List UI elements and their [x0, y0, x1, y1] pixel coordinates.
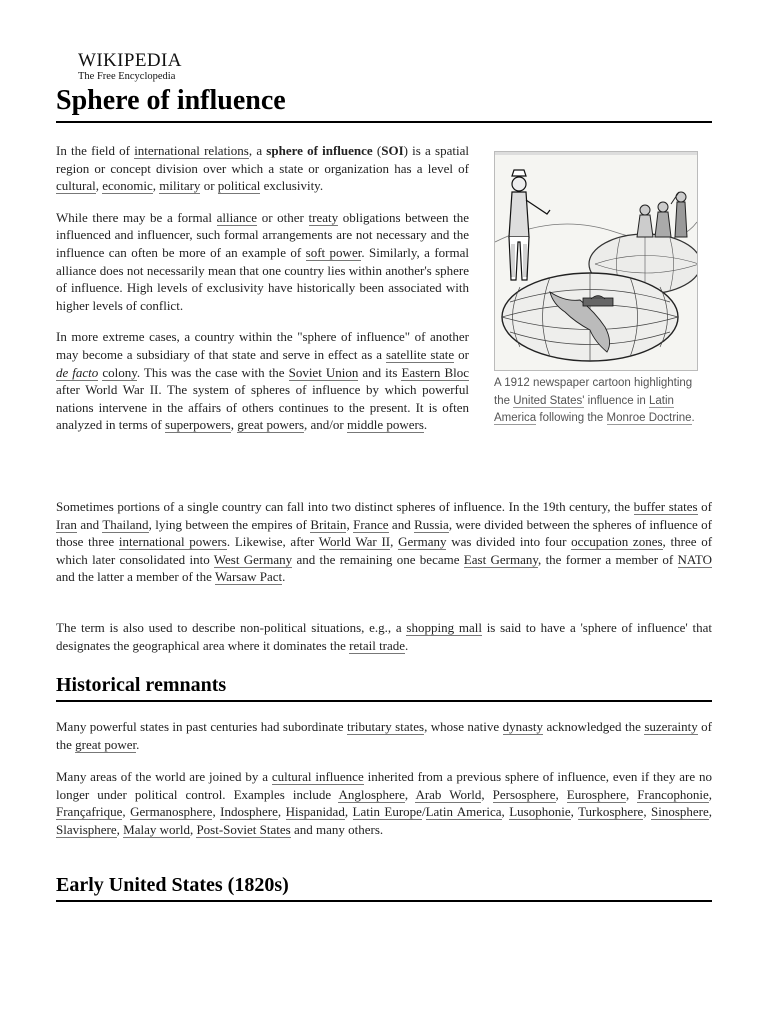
text-run: / [421, 804, 426, 820]
article-link[interactable]: Britain [310, 516, 347, 532]
text-run: or [200, 178, 218, 194]
text-run: , [481, 786, 493, 802]
text-run: . [282, 569, 286, 585]
text-run: Many powerful states in past centuries had subordinate [56, 719, 347, 734]
text-run: , a [248, 143, 267, 158]
infobox-figure [494, 151, 714, 428]
article-link[interactable]: buffer states [633, 499, 698, 514]
text-run: In more extreme cases, a country within the "sphere of influence" of another may become a subsidiary of that state and serve in effect as a [56, 329, 469, 362]
text-run: , [390, 534, 399, 550]
page-title: Sphere of influence [56, 84, 712, 123]
text-run: , [501, 804, 510, 820]
article-link[interactable]: Latin America [494, 394, 674, 424]
article-link[interactable]: great power [75, 736, 137, 752]
article-link[interactable]: France [353, 516, 389, 532]
cartoon-image[interactable] [494, 151, 698, 371]
text-run: . Likewise, after [226, 534, 319, 550]
text-run: . [136, 736, 140, 752]
article-link[interactable]: Lusophonie [509, 804, 571, 820]
lead-section [56, 142, 469, 448]
article-link[interactable]: Latin America [425, 804, 502, 820]
article-link[interactable]: tributary states [346, 719, 425, 734]
text-run: influence in [584, 394, 650, 407]
article-link[interactable]: NATO [677, 551, 712, 567]
text-run: , [708, 786, 712, 802]
article-link[interactable]: Malay world [123, 821, 190, 837]
article-link[interactable]: Arab World [415, 786, 482, 802]
article-link[interactable]: Francophonie [637, 786, 709, 802]
text-run: and [76, 516, 103, 532]
article-link[interactable]: Turkosphere [578, 804, 644, 820]
article-link[interactable]: colony [102, 364, 137, 380]
text-run: , [152, 178, 160, 194]
text-run: . Similarly, a formal alliance does not necessarily mean that one country lies within another's sphere of influence. High levels of exclusivity have historically been associated with higher levels of conflict. [56, 244, 469, 313]
text-run: , [570, 804, 579, 820]
lead-paragraph-1 [56, 142, 469, 195]
text-run: acknowledged the [543, 719, 645, 734]
text-run: , [122, 804, 131, 820]
article-link[interactable]: Germany [398, 534, 447, 550]
text-run: , [116, 821, 124, 837]
body-paragraph-1 [56, 498, 712, 586]
text-run: is said to have a 'sphere of influence' that designates the geographical area where it dominates the [56, 620, 713, 653]
article-link[interactable]: great powers [237, 417, 305, 433]
body-paragraph-2 [56, 619, 712, 654]
article-link[interactable]: international powers [118, 534, 227, 550]
article-link[interactable]: World War II [318, 534, 391, 550]
article-link[interactable]: Germanosphere [130, 804, 213, 820]
article-link[interactable]: de facto [56, 364, 99, 380]
bold-term: sphere of influence [266, 143, 373, 158]
text-run: , three of which later consolidated into [56, 534, 713, 567]
historical-paragraph-2 [56, 768, 712, 838]
text-run: obligations between the influenced and influencer, such formal arrangements are not necessary and the influence can often be more of an example of [56, 209, 469, 260]
article-link[interactable]: dynasty [502, 719, 544, 734]
lead-paragraph-3 [56, 328, 469, 434]
text-run: , and/or [304, 417, 347, 433]
figure-caption [494, 375, 704, 428]
text-run: , were divided between the spheres of influence of those three [56, 516, 712, 550]
text-run: , [212, 804, 221, 820]
article-link[interactable]: economic [102, 178, 153, 194]
text-run: and the latter a member of the [56, 569, 215, 585]
article-link[interactable]: Thailand [102, 516, 149, 532]
text-run: , [344, 804, 353, 820]
article-link[interactable]: East Germany [463, 551, 539, 567]
text-run: , [277, 804, 286, 820]
text-run: , [625, 786, 638, 802]
logo-wordmark: WIKIPEDIA [78, 50, 182, 71]
article-link[interactable]: Françafrique [56, 804, 123, 820]
article-link[interactable]: Iran [56, 516, 77, 532]
article-link[interactable]: shopping mall [406, 620, 482, 635]
lead-paragraph-2 [56, 209, 469, 315]
text-run: , [189, 821, 197, 837]
text-run: ( [372, 143, 382, 158]
text-run: was divided into four [446, 534, 572, 550]
article-link[interactable]: Persosphere [492, 786, 556, 802]
text-run: Sometimes portions of a single country can fall into two distinct spheres of influence. In the 19th century, the [56, 499, 634, 514]
article-link[interactable]: alliance [216, 209, 258, 225]
article-link[interactable]: West Germany [213, 551, 293, 567]
article-link[interactable]: suzerainty [644, 719, 698, 734]
text-run: inherited from a previous sphere of influence, even if they are no longer under political control. Examples include [56, 769, 712, 802]
text-run: , the former a member of [538, 551, 678, 567]
text-run: . [423, 417, 428, 433]
article-link[interactable]: Slavisphere [56, 821, 117, 837]
text-run: Many areas of the world are joined by a [56, 769, 272, 784]
text-run: and many others. [290, 821, 384, 837]
text-run: or other [257, 209, 309, 225]
article-link[interactable]: Monroe Doctrine [606, 412, 692, 424]
article-link[interactable]: political [217, 178, 261, 194]
article-link[interactable]: satellite state [385, 346, 455, 362]
section-heading-early-us: Early United States (1820s) [56, 872, 712, 902]
text-run: A 1912 newspaper cartoon highlighting the [494, 377, 693, 407]
wikipedia-logo[interactable] [78, 51, 238, 83]
article-link[interactable]: Warsaw Pact [214, 569, 283, 585]
article-link[interactable]: international relations [134, 143, 249, 158]
text-run: , [708, 804, 713, 820]
text-run: , [230, 417, 238, 433]
article-link[interactable]: cultural [56, 178, 96, 194]
text-run: after World War II. The system of spheres of influence by which powerful nations intervene in the affairs of others continues to the present. It is often analyzed in terms of [56, 382, 469, 433]
text-run: following the [536, 412, 607, 424]
text-run: . This was the case with the [136, 364, 289, 380]
article-link[interactable]: occupation zones [571, 534, 663, 550]
text-run: of the [56, 719, 712, 752]
article-link[interactable]: retail trade [349, 637, 406, 653]
article-link[interactable]: Latin Europe [352, 804, 422, 820]
text-run: . [691, 412, 695, 424]
text-run: . [405, 637, 409, 653]
bold-term: SOI [381, 143, 404, 158]
article-link[interactable]: Eurosphere [566, 786, 626, 802]
text-run: , [555, 786, 567, 802]
section-heading-historical: Historical remnants [56, 672, 712, 702]
text-run: , [95, 178, 103, 194]
text-run: and [388, 516, 415, 532]
article-link[interactable]: Anglosphere [338, 786, 405, 802]
article-link[interactable]: middle powers [346, 417, 424, 433]
article-link[interactable]: Post-Soviet States [196, 821, 291, 837]
text-run: or [454, 346, 469, 362]
text-run: , [404, 786, 416, 802]
article-link[interactable]: superpowers [165, 417, 231, 433]
article-link[interactable]: treaty [308, 209, 339, 225]
article-link[interactable]: Russia [414, 516, 449, 532]
text-run: In the field of [56, 143, 135, 158]
text-run: of [697, 499, 712, 514]
text-run: and its [358, 364, 402, 380]
article-link[interactable]: Soviet Union [288, 364, 359, 380]
article-link[interactable]: soft power [305, 244, 362, 260]
article-link[interactable]: Hispanidad [285, 804, 345, 820]
text-run: While there may be a formal [56, 209, 217, 225]
text-run: , lying between the empires of [148, 516, 311, 532]
logo-tagline: The Free Encyclopedia [78, 71, 176, 82]
article-link[interactable]: Indosphere [220, 804, 278, 820]
text-run: , [346, 516, 354, 532]
text-run: and the remaining one became [292, 551, 464, 567]
text-run: , whose native [424, 719, 503, 734]
text-run: The term is also used to describe non-political situations, e.g., a [56, 620, 407, 635]
text-run: exclusivity. [260, 178, 324, 194]
text-run: ) is a spatial region or concept division over which a state or organization has a level of [56, 143, 469, 176]
text-run: , [643, 804, 652, 820]
article-link[interactable]: Sinosphere [651, 804, 709, 820]
article-link[interactable]: United States' [513, 394, 585, 407]
historical-paragraph-1 [56, 718, 712, 753]
article-link[interactable]: military [159, 178, 201, 194]
article-link[interactable]: Eastern Bloc [401, 364, 470, 380]
article-link[interactable]: cultural influence [271, 769, 364, 784]
